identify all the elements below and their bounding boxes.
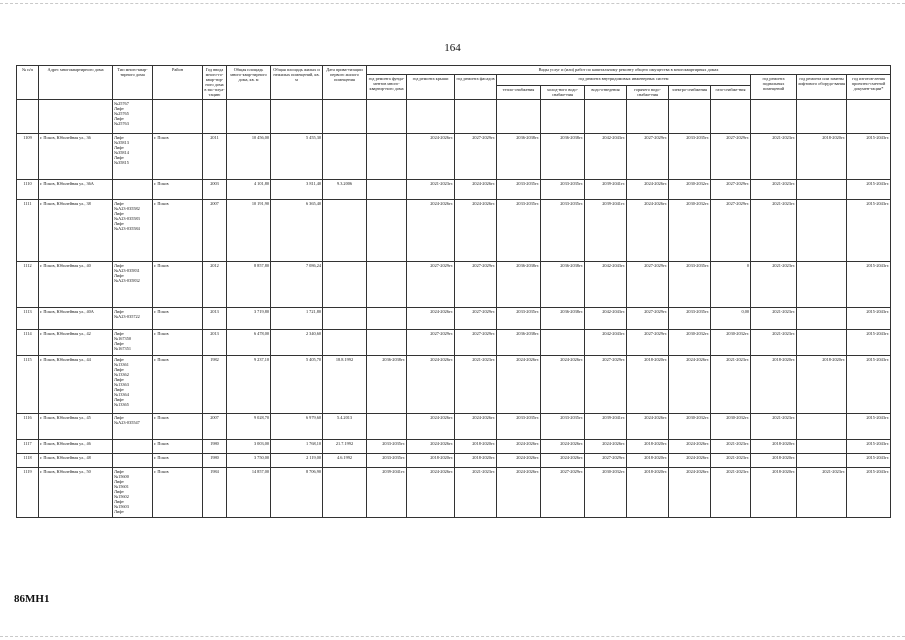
cell-hot: 2018-2020гг. <box>627 355 669 413</box>
cell-year: 1980 <box>203 439 227 453</box>
cell-roof: 2024-2026гг. <box>407 199 455 261</box>
cell-heat: 2024-2026гг. <box>497 453 541 467</box>
cell-facade: 2018-2020гг. <box>455 453 497 467</box>
col-basement: год ремонта подвальных помещений <box>751 75 797 100</box>
cell-roof: 2024-2026гг. <box>407 413 455 439</box>
cell-facade: 2021-2023гг. <box>455 355 497 413</box>
cell-gas: 2030-2032гг. <box>711 329 751 355</box>
cell-basement: 2018-2020гг. <box>751 467 797 517</box>
cell-sewer: 2027-2029гг. <box>585 453 627 467</box>
cell-sewer: 2030-2032гг. <box>585 467 627 517</box>
col-elevator: год ремонта или замены лифтового оборудо-вания <box>797 75 847 100</box>
cell-total: 3 719,80 <box>227 307 271 329</box>
cell-design: 2015-2043гг. <box>847 439 891 453</box>
cell-electric: 2030-2032гг. <box>669 413 711 439</box>
cell-basement: 2021-2023гг. <box>751 307 797 329</box>
cell-foundation <box>367 329 407 355</box>
cell-design: 2015-2043гг. <box>847 413 891 439</box>
cell-sewer: 2042-2043гг. <box>585 329 627 355</box>
cell-address: г. Псков, Юбилейная ул., 40 <box>39 261 113 307</box>
scan-edge-top <box>0 3 905 4</box>
cell-design: 2015-2043гг. <box>847 261 891 307</box>
col-living-area: Общая площадь жилых и нежилых помещений, кв. м <box>271 66 323 100</box>
cell-type: Лифт №15600 Лифт №15601 Лифт №15602 Лифт №15603 Лифт <box>113 467 153 517</box>
cell-hot: 2027-2029гг. <box>627 307 669 329</box>
cell-sewer: 2042-2043гг. <box>585 133 627 179</box>
cell-roof: 2024-2026гг. <box>407 307 455 329</box>
cell-basement: 2021-2023гг. <box>751 133 797 179</box>
cell-district: г. Псков <box>153 355 203 413</box>
cell-heat: 2036-2038гг. <box>497 261 541 307</box>
cell-living: 1 768,10 <box>271 439 323 453</box>
cell-elevator <box>797 329 847 355</box>
cell-priv: 4.6.1992 <box>323 453 367 467</box>
cell-foundation: 2039-2041гг. <box>367 467 407 517</box>
cell-gas: 0 <box>711 261 751 307</box>
cell-electric: 2024-2026гг. <box>669 439 711 453</box>
cell-priv: 18.8.1992 <box>323 355 367 413</box>
cell-sewer: 2027-2029гг. <box>585 355 627 413</box>
cell-heat: 2033-2035гг. <box>497 413 541 439</box>
cell-gas: 0,00 <box>711 307 751 329</box>
cell-type: Лифт №А23-035582 Лифт №А23-035583 Лифт №А23-035584 <box>113 199 153 261</box>
cell-total: 10 191,90 <box>227 199 271 261</box>
cell-living: 7 086,24 <box>271 261 323 307</box>
cell-total: 4 101,80 <box>227 179 271 199</box>
cell-district: г. Псков <box>153 413 203 439</box>
cell-cold: 2036-2038гг. <box>541 307 585 329</box>
cell-address: г. Псков, Юбилейная ул., 46 <box>39 439 113 453</box>
cell-no: 1119 <box>17 467 39 517</box>
cell-foundation <box>367 179 407 199</box>
cell-living: 5 455,30 <box>271 133 323 179</box>
cell-year: 2013 <box>203 307 227 329</box>
table-row <box>17 453 891 467</box>
cell-roof: 2021-2023гг. <box>407 179 455 199</box>
cell-no: 1109 <box>17 133 39 179</box>
cell-total: 8 857,80 <box>227 261 271 307</box>
cell-hot: 2027-2029гг. <box>627 329 669 355</box>
capital-repair-table <box>16 65 891 518</box>
cell-hot: 2018-2020гг. <box>627 467 669 517</box>
cell-foundation <box>367 413 407 439</box>
cell-roof: 2027-2029гг. <box>407 261 455 307</box>
cell-facade: 2018-2020гг. <box>455 439 497 453</box>
cell-priv <box>323 261 367 307</box>
cell-type <box>113 453 153 467</box>
cell-address: г. Псков, Юбилейная ул., 45 <box>39 413 113 439</box>
cell-gas: 2021-2023гг. <box>711 453 751 467</box>
cell-hot: 2018-2020гг. <box>627 453 669 467</box>
cell-cold: 2027-2029гг. <box>541 467 585 517</box>
cell-basement: 2018-2020гг. <box>751 439 797 453</box>
cell-cold: 2033-2035гг. <box>541 179 585 199</box>
cell-address: г. Псков, Юбилейная ул., 42 <box>39 329 113 355</box>
scan-edge-bottom <box>0 636 905 637</box>
cell-living: 2 119,00 <box>271 453 323 467</box>
cell-year: 1982 <box>203 355 227 413</box>
cell-elevator <box>797 307 847 329</box>
col-address: Адрес многоквартирного дома <box>39 66 113 100</box>
cell-no: 1111 <box>17 199 39 261</box>
cell-foundation <box>367 307 407 329</box>
cell-total: 9 028,70 <box>227 413 271 439</box>
cell-roof: 2024-2026гг. <box>407 467 455 517</box>
cell-gas: 2027-2029гг. <box>711 199 751 261</box>
cell-total: 14 857,00 <box>227 467 271 517</box>
cell-elevator <box>797 179 847 199</box>
cell-elevator: 2018-2020гг. <box>797 133 847 179</box>
cell-hot: 2024-2026гг. <box>627 413 669 439</box>
cell-facade: 2024-2026гг. <box>455 179 497 199</box>
cell-type: №25767 Лифт №25765 Лифт №25763 <box>113 99 153 133</box>
col-cold: холод-ного водо-снабже-ния <box>541 86 585 99</box>
cell-no: 1115 <box>17 355 39 413</box>
col-gas: газо-снабже-ния <box>711 86 751 99</box>
col-internal-group: год ремонта внутридомовых инженерных систем <box>497 75 751 86</box>
cell-electric: 2024-2026гг. <box>669 453 711 467</box>
cell-type: Лифт №А23-035831 Лифт №А23-035832 <box>113 261 153 307</box>
cell-priv <box>323 199 367 261</box>
cell-heat: 2033-2035гг. <box>497 307 541 329</box>
cell-living: 3 811,40 <box>271 179 323 199</box>
cell-cold: 2024-2026гг. <box>541 355 585 413</box>
col-priv-date: Дата прива-тизации первого жилого помещения <box>323 66 367 100</box>
cell-basement: 2021-2023гг. <box>751 261 797 307</box>
cell-basement: 2021-2023гг. <box>751 413 797 439</box>
cell-priv <box>323 133 367 179</box>
cell-total: 10 456,00 <box>227 133 271 179</box>
cell-foundation: 2036-2038гг. <box>367 355 407 413</box>
cell-electric: 2030-2032гг. <box>669 179 711 199</box>
cell-electric: 2030-2032гг. <box>669 199 711 261</box>
cell-year: 1984 <box>203 467 227 517</box>
cell-sewer: 2024-2026гг. <box>585 439 627 453</box>
cell-facade: 2027-2029гг. <box>455 329 497 355</box>
cell-gas: 2030-2032гг. <box>711 413 751 439</box>
cell-gas: 2021-2023гг. <box>711 439 751 453</box>
cell-no: 1114 <box>17 329 39 355</box>
cell-roof: 2024-2026гг. <box>407 133 455 179</box>
col-sewer: водо-отведения <box>585 86 627 99</box>
cell-heat: 2024-2026гг. <box>497 467 541 517</box>
cell-foundation <box>367 199 407 261</box>
cell-heat: 2033-2035гг. <box>497 199 541 261</box>
cell-elevator <box>797 261 847 307</box>
cell-hot: 2024-2026гг. <box>627 179 669 199</box>
table-row <box>17 355 891 413</box>
cell-priv <box>323 467 367 517</box>
cell-gas: 2021-2023гг. <box>711 467 751 517</box>
cell-living: 6 365,40 <box>271 199 323 261</box>
table-row <box>17 467 891 517</box>
col-type: Тип много-квар-тирного дома <box>113 66 153 100</box>
cell-elevator <box>797 453 847 467</box>
col-roof: год ремонта крыши <box>407 75 455 100</box>
cell-district: г. Псков <box>153 453 203 467</box>
table-row <box>17 133 891 179</box>
cell-type: Лифт №А23-035722 <box>113 307 153 329</box>
col-no: № п/п <box>17 66 39 100</box>
cell-district: г. Псков <box>153 307 203 329</box>
cell-foundation: 2033-2035гг. <box>367 453 407 467</box>
cell-design: 2015-2043гг. <box>847 355 891 413</box>
cell-sewer: 2039-2041гг. <box>585 179 627 199</box>
table-row <box>17 413 891 439</box>
cell-basement: 2021-2023гг. <box>751 179 797 199</box>
cell-cold <box>541 329 585 355</box>
cell-heat: 2024-2026гг. <box>497 439 541 453</box>
col-design: год изготов-ления проектно-сметной докумен-тации* <box>847 75 891 100</box>
cell-cold: 2036-2038гг. <box>541 261 585 307</box>
cell-year: 2012 <box>203 261 227 307</box>
cell-address: г. Псков, Юбилейная ул., 50 <box>39 467 113 517</box>
cell-year: 2011 <box>203 133 227 179</box>
cell-district: г. Псков <box>153 133 203 179</box>
cell-living: 6 979,60 <box>271 413 323 439</box>
cell-priv: 5.4.2013 <box>323 413 367 439</box>
cell-facade: 2027-2029гг. <box>455 261 497 307</box>
col-hot: горячего водо-снабже-ния <box>627 86 669 99</box>
cell-no: 1112 <box>17 261 39 307</box>
cell-district: г. Псков <box>153 329 203 355</box>
page-number: 164 <box>444 42 461 54</box>
table-row <box>17 329 891 355</box>
cell-elevator: 2018-2020гг. <box>797 355 847 413</box>
cell-roof: 2027-2029гг. <box>407 329 455 355</box>
cell-elevator <box>797 199 847 261</box>
header-row-1 <box>17 66 891 75</box>
cell-address: г. Псков, Юбилейная ул., 48 <box>39 453 113 467</box>
cell-foundation <box>367 261 407 307</box>
cell-type <box>113 439 153 453</box>
cell-roof: 2024-2026гг. <box>407 439 455 453</box>
cell-priv <box>323 329 367 355</box>
cell-sewer: 2042-2043гг. <box>585 261 627 307</box>
continuation-row <box>17 99 891 133</box>
cell-facade: 2024-2026гг. <box>455 199 497 261</box>
cell-living: 2 340,60 <box>271 329 323 355</box>
cell-district: г. Псков <box>153 467 203 517</box>
cell-type: Лифт №35813 Лифт №35814 Лифт №35815 <box>113 133 153 179</box>
cell-no: 1110 <box>17 179 39 199</box>
cell-sewer: 2042-2043гг. <box>585 307 627 329</box>
col-foundation: год ремонта фунда-ментов много-квартир-ного дома <box>367 75 407 100</box>
cell-design: 2015-2043гг. <box>847 133 891 179</box>
cell-year: 1980 <box>203 453 227 467</box>
cell-address: г. Псков, Юбилейная ул., 44 <box>39 355 113 413</box>
cell-district: г. Псков <box>153 439 203 453</box>
cell-electric: 2033-2035гг. <box>669 261 711 307</box>
cell-design: 2015-2043гг. <box>847 307 891 329</box>
cell-district: г. Псков <box>153 199 203 261</box>
col-facade: год ремонта фасадов <box>455 75 497 100</box>
cell-design: 2015-2043гг. <box>847 467 891 517</box>
cell-basement: 2021-2023гг. <box>751 329 797 355</box>
cell-living: 8 706,90 <box>271 467 323 517</box>
cell-design: 2015-2043гг. <box>847 329 891 355</box>
cell-foundation: 2033-2035гг. <box>367 439 407 453</box>
cell-total: 9 237,10 <box>227 355 271 413</box>
col-year: Год ввода много-го-квар-тир-ного дома в экс-плуа-тацию <box>204 67 225 98</box>
cell-sewer: 2039-2041гг. <box>585 199 627 261</box>
cell-total: 3 750,00 <box>227 453 271 467</box>
cell-facade: 2027-2029гг. <box>455 307 497 329</box>
col-heat: тепло-снабжения <box>497 86 541 99</box>
cell-year: 2013 <box>203 329 227 355</box>
cell-type: Лифт №167350 Лифт №167351 <box>113 329 153 355</box>
cell-no: 1117 <box>17 439 39 453</box>
cell-elevator: 2021-2023гг. <box>797 467 847 517</box>
cell-facade: 2024-2026гг. <box>455 413 497 439</box>
cell-gas: 2027-2029гг. <box>711 133 751 179</box>
cell-hot: 2018-2020гг. <box>627 439 669 453</box>
cell-address: г. Псков, Юбилейная ул., 38 <box>39 199 113 261</box>
cell-cold: 2033-2035гг. <box>541 413 585 439</box>
cell-district: г. Псков <box>153 261 203 307</box>
cell-no: 1116 <box>17 413 39 439</box>
cell-no: 1118 <box>17 453 39 467</box>
cell-electric: 2030-2032гг. <box>669 329 711 355</box>
cell-total: 6 478,00 <box>227 329 271 355</box>
col-total-area: Общая площадь много-квар-тирного дома, кв. м <box>227 66 271 100</box>
cell-cold: 2033-2035гг. <box>541 199 585 261</box>
cell-design: 2015-2043гг. <box>847 199 891 261</box>
cell-type: Лифт №13361 Лифт №13362 Лифт №13363 Лифт №13364 Лифт №13365 <box>113 355 153 413</box>
cell-hot: 2027-2029гг. <box>627 261 669 307</box>
col-electric: электро-снабжения <box>669 86 711 99</box>
col-works-group: Виды услуг и (или) работ по капитальному ремонту общего имущества в многоквартирных домах <box>367 66 891 75</box>
cell-address: г. Псков, Юбилейная ул., 36А <box>39 179 113 199</box>
cell-district: г. Псков <box>153 179 203 199</box>
cell-living: 5 405,70 <box>271 355 323 413</box>
col-district: Район <box>153 66 203 100</box>
table-row <box>17 307 891 329</box>
cell-address: г. Псков, Юбилейная ул., 36 <box>39 133 113 179</box>
cell-facade: 2027-2029гг. <box>455 133 497 179</box>
cell-heat: 2033-2035гг. <box>497 179 541 199</box>
cell-design: 2015-2043гг. <box>847 179 891 199</box>
cell-total: 3 003,00 <box>227 439 271 453</box>
document-code: 86МН1 <box>14 593 50 605</box>
cell-foundation <box>367 133 407 179</box>
cell-hot: 2027-2029гг. <box>627 133 669 179</box>
cell-living: 1 721,80 <box>271 307 323 329</box>
table-row <box>17 261 891 307</box>
cell-elevator <box>797 413 847 439</box>
cell-roof: 2024-2026гг. <box>407 355 455 413</box>
cell-priv <box>323 307 367 329</box>
cell-gas: 2027-2029гг. <box>711 179 751 199</box>
cell-facade: 2021-2023гг. <box>455 467 497 517</box>
cell-year: 2003 <box>203 179 227 199</box>
cell-type <box>113 179 153 199</box>
cell-electric: 2033-2035гг. <box>669 133 711 179</box>
cell-heat: 2036-2038гг. <box>497 329 541 355</box>
cell-address: г. Псков, Юбилейная ул., 40А <box>39 307 113 329</box>
cell-no: 1113 <box>17 307 39 329</box>
cell-sewer: 2039-2041гг. <box>585 413 627 439</box>
cell-electric: 2024-2026гг. <box>669 355 711 413</box>
cell-heat: 2036-2038гг. <box>497 133 541 179</box>
cell-roof: 2018-2020гг. <box>407 453 455 467</box>
cell-electric: 2033-2035гг. <box>669 307 711 329</box>
table-row <box>17 199 891 261</box>
cell-elevator <box>797 439 847 453</box>
cell-cold: 2036-2038гг. <box>541 133 585 179</box>
cell-year: 2007 <box>203 199 227 261</box>
cell-priv: 9.3.2006 <box>323 179 367 199</box>
table-row <box>17 179 891 199</box>
cell-design: 2015-2043гг. <box>847 453 891 467</box>
cell-electric: 2024-2026гг. <box>669 467 711 517</box>
cell-gas: 2021-2023гг. <box>711 355 751 413</box>
cell-cold: 2024-2026гг. <box>541 439 585 453</box>
table-row <box>17 439 891 453</box>
cell-hot: 2024-2026гг. <box>627 199 669 261</box>
cell-basement: 2018-2020гг. <box>751 355 797 413</box>
cell-priv: 21.7.1992 <box>323 439 367 453</box>
cell-basement: 2021-2023гг. <box>751 199 797 261</box>
cell-heat: 2024-2026гг. <box>497 355 541 413</box>
cell-type: Лифт №А23-035547 <box>113 413 153 439</box>
cell-cold: 2024-2026гг. <box>541 453 585 467</box>
cell-basement: 2018-2020гг. <box>751 453 797 467</box>
cell-year: 2007 <box>203 413 227 439</box>
